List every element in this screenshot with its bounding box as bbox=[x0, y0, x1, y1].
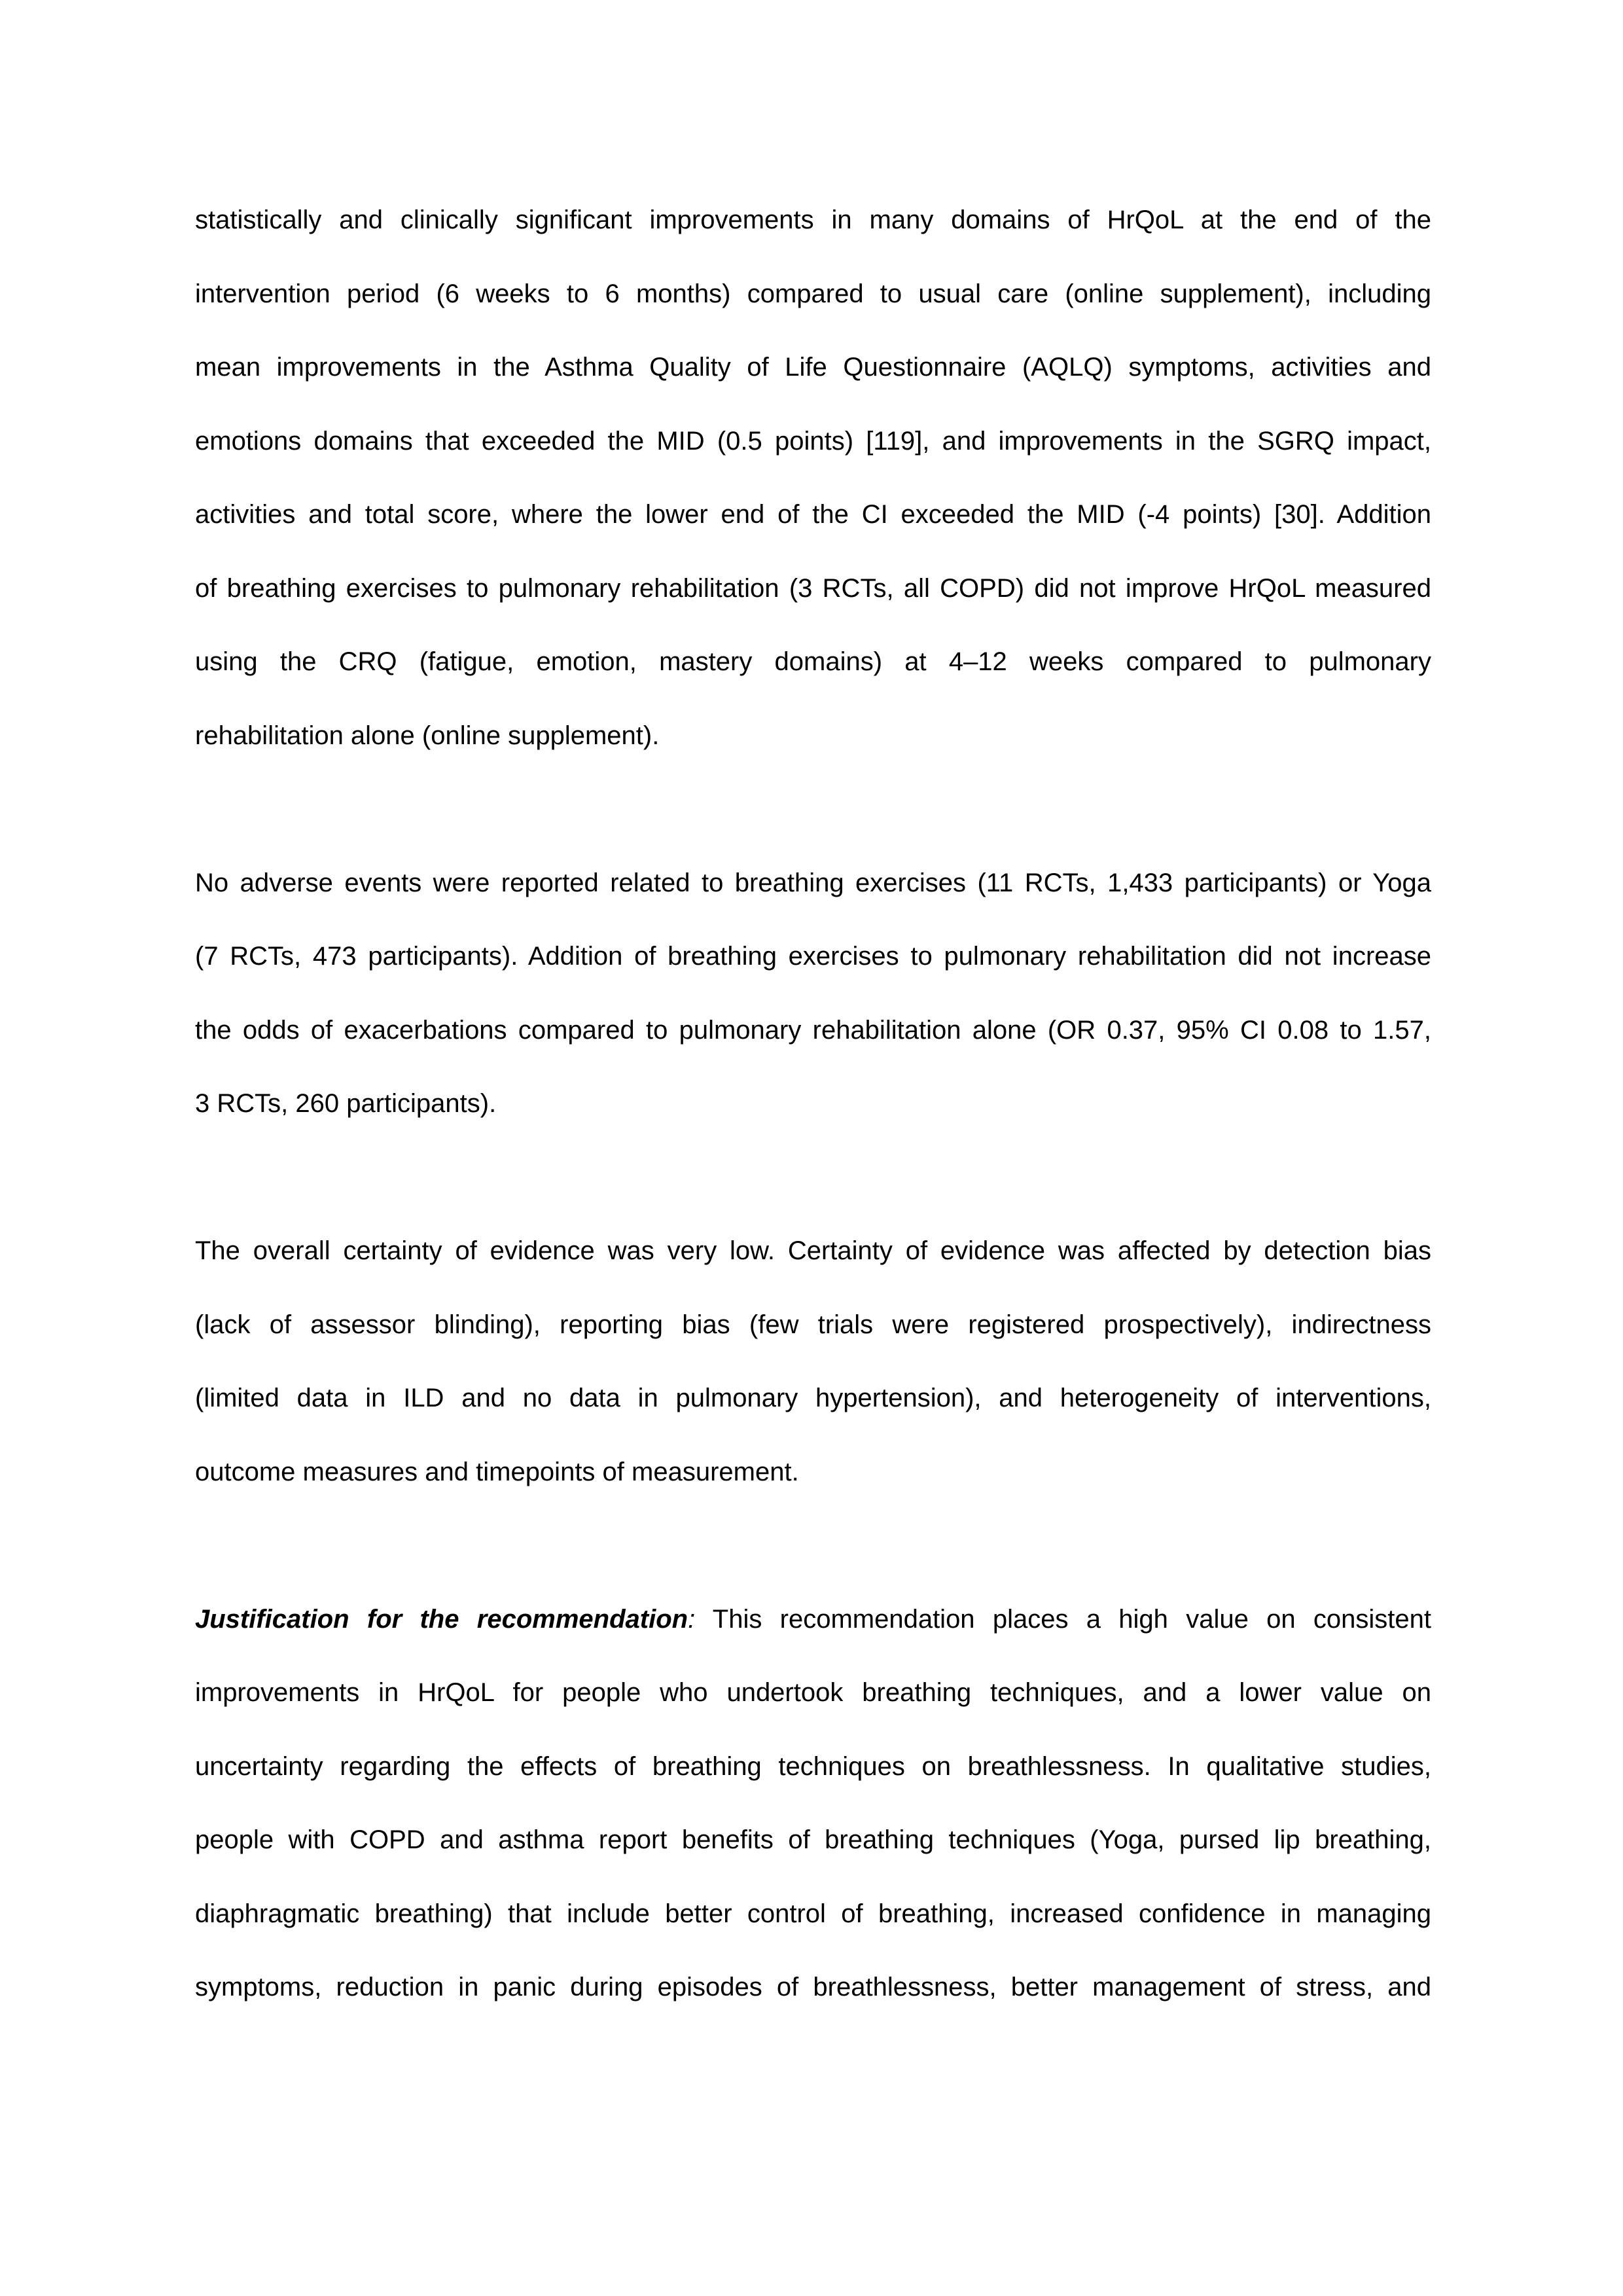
text-line: statistically and clinically significant improvements in many domains of HrQoL at the end of the bbox=[195, 206, 1431, 234]
text-line: people with COPD and asthma report benefits of breathing techniques (Yoga, pursed lip breathing, bbox=[195, 1825, 1431, 1854]
text-line: uncertainty regarding the effects of breathing techniques on breathlessness. In qualitative studies, bbox=[195, 1751, 1431, 1781]
text-line: (7 RCTs, 473 participants). Addition of breathing exercises to pulmonary rehabilitation did not increase bbox=[195, 942, 1431, 971]
text-line: The overall certainty of evidence was very low. Certainty of evidence was affected by detection bias bbox=[195, 1236, 1431, 1265]
text-line: mean improvements in the Asthma Quality of Life Questionnaire (AQLQ) symptoms, activities and bbox=[195, 353, 1431, 382]
justification-colon: : bbox=[688, 1604, 696, 1634]
text-line: using the CRQ (fatigue, emotion, mastery domains) at 4–12 weeks compared to pulmonary bbox=[195, 647, 1431, 676]
text-line: emotions domains that exceeded the MID (0.5 points) [119], and improvements in the SGRQ impact, bbox=[195, 426, 1431, 456]
text-line: (limited data in ILD and no data in pulmonary hypertension), and heterogeneity of interventions, bbox=[195, 1384, 1431, 1412]
text-line bbox=[195, 1583, 1431, 1657]
text-line: activities and total score, where the lower end of the CI exceeded the MID (-4 points) [30]. Addition bbox=[195, 500, 1431, 529]
text-line: of breathing exercises to pulmonary rehabilitation (3 RCTs, all COPD) did not improve HrQoL measured bbox=[195, 573, 1431, 603]
text-line: the odds of exacerbations compared to pulmonary rehabilitation alone (OR 0.37, 95% CI 0.08 to 1.57, bbox=[195, 1015, 1431, 1045]
text-line: No adverse events were reported related to breathing exercises (11 RCTs, 1,433 participants) or Yoga bbox=[195, 868, 1431, 897]
text-line: outcome measures and timepoints of measurement. bbox=[195, 1457, 799, 1486]
paragraph-3 bbox=[195, 1214, 1431, 1509]
justification-rest-text: This recommendation places a high value on consistent bbox=[695, 1604, 1431, 1634]
text-line: rehabilitation alone (online supplement). bbox=[195, 721, 660, 750]
text-line: diaphragmatic breathing) that include better control of breathing, increased confidence in managing bbox=[195, 1899, 1431, 1928]
text-line: symptoms, reduction in panic during episodes of breathlessness, better management of stress, and bbox=[195, 1973, 1431, 2001]
paragraph-4-justification bbox=[195, 1583, 1431, 2024]
paragraph-1 bbox=[195, 183, 1431, 772]
text-line: 3 RCTs, 260 participants). bbox=[195, 1089, 497, 1118]
justification-lead-text: Justification for the recommendation bbox=[195, 1604, 688, 1634]
text-line: improvements in HrQoL for people who undertook breathing techniques, and a lower value on bbox=[195, 1678, 1431, 1707]
paragraph-2 bbox=[195, 846, 1431, 1141]
text-line: intervention period (6 weeks to 6 months) compared to usual care (online supplement), including bbox=[195, 279, 1431, 308]
text-line: (lack of assessor blinding), reporting bias (few trials were registered prospectively), indirectness bbox=[195, 1310, 1431, 1339]
